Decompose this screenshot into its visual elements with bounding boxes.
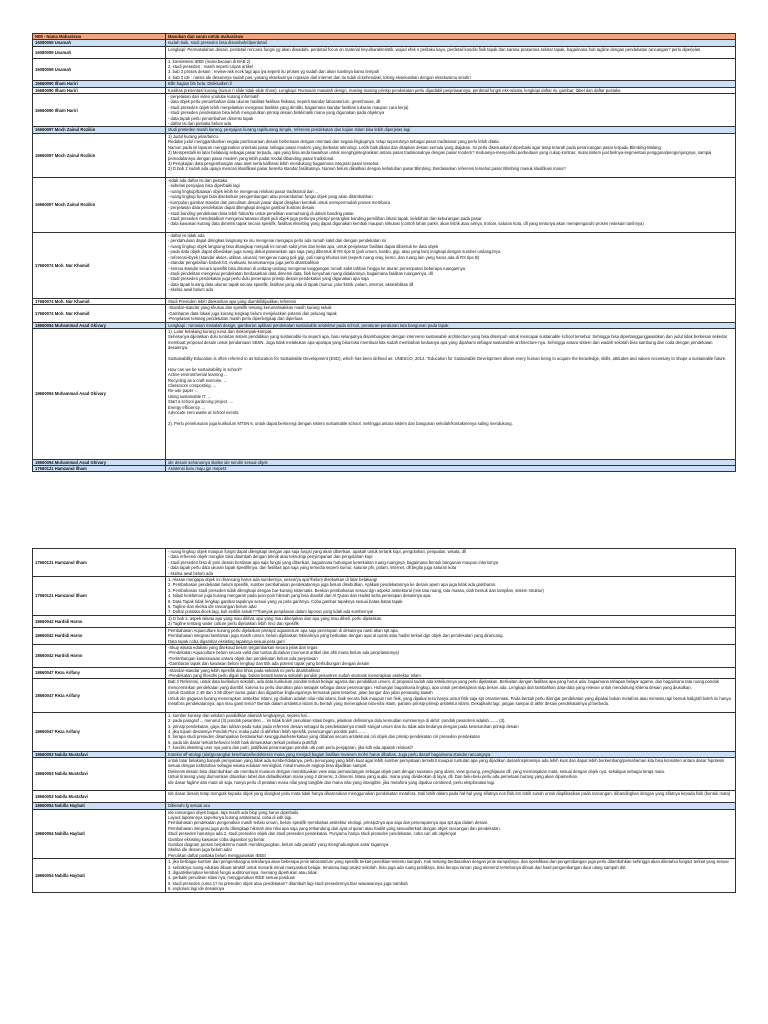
feedback-cell: 1. konsistensi IEEE (mulai bacaan di BAB 2) 2. studi preseden : masih seperti copas artikel 3. bab 3 proses desain : review-ask ricek lagi apa iya seperti itu proses yg sudah dan akan nantinya kamu tempuh 4. bab 3 ide : narsis ide desainnya sudah pas, yasang eksekusinya copasan dari internet dan itu tidak di kehendaki, tolong eksekusikan dengan eksekusimu sendiri [166, 58, 736, 81]
table-row [33, 465, 736, 471]
table-row [33, 712, 736, 751]
feedback-cell: - daftar isi tidak ada - pendahuluan dapat diringkas langsung ke isu mengenai mengapa perlu ada rumah sakit dan dengan pendekatan ini - ruang lingkup objek langsung bisa ditangkap menjadi ini rumah sakit jenis dan kelas apa, untuk penjelasan fasilitas dapat dibentuk ke data objek - pada data objek dapat dibedakan juga ruang dekat panewekan apa saja yang dibentuk di RS tipe B (poli umum, kardio, gigi, atau yang lain) lengkapi dengan sumber undang2nya - referensi-ibyek (standar akses, utilitas, ukuran) mengenai ruang poli gigi, poli ruang khusus lain (seperti ruang oray, kemo, dan ruang lain yang harus ada di RS tipe B) - standar pengelahan limbah b3, evakuasi, keamanannya juga perlu ditambahkan - semua standar secara spesifik bisa disusun di undang-undang mengenai tanggungan rumah sakit tahban hingga ke aturan penempatan beberapa ruangannya - studi pendektan mengenai pendekatan berdasarkan data dimensi data, fisik kenyuhan ruang didalamnya, bagaimana fasilitas ruangannya, dll. - studi preseden pendekatan juga perlu dulu penerapan prinsip desain pendekatan yang digunakan apa saja - data tapak kurang data ukuran tapak secara spesifik, fasilitas yang ada di tapak (sumur, jalur listrik, polam, internet, aksesibilitas dll - skelsa awal belum ada [166, 233, 736, 299]
student-name-cell: 16660097 Moch Zainul Rozikin [33, 127, 166, 133]
table-row [33, 233, 736, 299]
student-name-cell: 17660074 Moh. Nur Khamid [33, 305, 166, 322]
student-name-cell: 16080059 Usamah [33, 58, 166, 81]
student-name-cell: 17660074 Moh. Nur Khamid [33, 233, 166, 299]
table-row [33, 305, 736, 322]
table-row [33, 809, 736, 859]
feedback-table-page-2 [32, 548, 736, 893]
table-row [33, 549, 736, 577]
feedback-cell: -Skup wisata edukasi yang ditekoud belum tergambarkan secara jelas dan tegas -Pendekatan Aquaculture belum secara valid dan tuntas diuraikan (menuruti artikel dan ahli mana belum ada penjelasannya) -Pertimbangan kaseseuaian antara objek dan pendekatan belum ada penjelasan -Gambaran tapak dan kawasan belum lengkap dan titik ada potensi tapak yang berhubungan dengan desain [166, 644, 736, 667]
table-row [33, 46, 736, 58]
feedback-cell: Lengkapi : rumusan masalah design, gambaran aplikasi pendekatan sustainable arsitektur pada school, peraturan-peraturan tata bangunan pada tapak [166, 322, 736, 328]
feedback-table-page-1 [32, 33, 736, 472]
table-row [33, 627, 736, 644]
feedback-cell: Bab 2 Referensi, untuk data kurikulum sekolah, ada data kurikulum pondok terkait belajar agama dan pendidikan umum, di proposal sudah ada kriteliumnya yang perlu dijelaskan. Berkaitan dengan fasilitas apa yang harus ada, bagaimana tahapan belajar agama, dan bagaimana tata ruang pondok mencerminkan pendekatan yang diambil, karena itu perlu diurutkan jalan setapak sebagai dasar perancangan. Hubungan bagaimana lingkup, apa untuk pembelajaran siap belum ada. Lengkapi dan tambahkan data-data yang relevan untuk mendukung kriteria desain yang diusulkan. Untuk Gambar 2.48 dan 2.55 dibert nama gulan dan digambar lingkungannya termasuk jalan tersebut, jalan bungur dan jalan penataing sawah Untuk ide gagasan kurang menerapkan arsitektur islami, yg diulkan adalah nilai-nilai islami, baik secara fisik maupun non fisik, yang dipakai reza hanya unsur fisik saja spt ornamentasi. Pada bentuk perlu diinngat pendekatan yang dipakai bukan metafora atau mimesis,tapi bentuk kaligrafi boleh ini hanya metafora pendekatannya, apa mau ganti tema? Bentuk dalam arsitektur islami itu bentuk yang menerapkan nilai-nilai islam, pahami prinsip-prinsip arsitektur islami. Dekapkalsi lagi, jangan sampai di akhir desain pendekatannya jd berbeda. [166, 679, 736, 712]
student-name-cell: 18660054 Nabilla Haybati [33, 859, 166, 892]
feedback-cell: Blbr bagian bln bela. Disiksaiken ll [166, 81, 736, 87]
student-name-cell: 18660047 Reza Arifany [33, 679, 166, 712]
feedback-cell: Koteksi off-atologi (alat)perangkat kesehatan/kedokteran mana yang menjadi bagian fasilitas museum mohri harus dibahas. Juga perlu dasarl bagaimana standar rancangnya [166, 751, 736, 757]
feedback-cell: 1. Alasan mengapa objek ini dirancang harus ada sumbernya, seseorya apa?belum disebutkan di latar belakang! 2. Pembahasan pendekatan belum spesifik, sumber pembahasan pendekatannya juga belum disebutkan. Aplikasi pendekatannya ke desain apem apa juga tidak ada gambaran. 3. Pembahasan studi preseden tidak dilengkapi dengan bar-kurang sistematis. Berikan pembahasan sesuai dgn aspek2 arsitektural (mis tata ruang, tata massa, olah bentuk dan tampilan, sistem struktur) 4. Nilai2 keislaman juga kurang mengarah pada poin-poin hikmah yang bisa diambil dari Al Quran dan Hadist serta penerapan desainnya apa. 5. Data Tapak tidak lengkap gambar tapaknya sesuai yang ya peta ganhnya. Coba gambar tapaknya sesuai batas-batas tapak. 6. Tagline dan skelsa ide rancangan belum ada! 7. Daftar pustaka dicek lagi, kok sedikit sekali???banyak penjelasan dalam laporan yang tidak ada sumbernya! [166, 577, 736, 616]
feedback-cell: studi preseden masih kurang, penyajian kurang rapi/kurang simple, referensi pendekatan dan kajian Islam bisa lebih diperjelas lagi [166, 127, 736, 133]
table-row [33, 679, 736, 712]
feedback-cell: Ide dasar desain tetap mengutk kepada objek yang diangkat yaitu mata tidak hanya dikarenakan menggunakan pendekatan metafora. Gali lebih dalam pada hal-hal yang sifatnya non fisik krn lebih susah untuk diaplikasikan pada rancangan, dibandingkan dengan yang sifatnya kepada fisik (bentuk mata) [166, 791, 736, 803]
student-name-cell: 16660090 Ilham Hariri [33, 81, 166, 87]
table-row [33, 577, 736, 616]
table-row [33, 791, 736, 803]
student-name-cell: 17660074 Moh. Nur Khamid [33, 298, 166, 304]
table-row [33, 667, 736, 679]
table-row [33, 328, 736, 459]
feedback-cell: Ide rancangan objek bagus, tapi masih ada blop yang harus diperbaiki. Layout laporannya seperlunya kurang arsitektural, coba di edit lagi. Pembahasan pendekatan pengenakan masih terlalu umum, belum spesifik membahas arsitektur ekologi, prinsip2nya apa saja dan penerapannya apa spt apa dalam desain. Pembahasan integrasi juga perlu dilengkapi hikmah dan nilai apa saja yang terkandung dari ayat al quran atau hadist yang sesuai/terkait dengan objek rancangan dan pendekatan. Studi preseden harusnya ada 2, studi preseden objek dan studi preseden pendekatan. Punyamu hanya studi preseden pendekatan, coba cari utk objeknya! Gambar eksisting kawasan coba digambar yg benar. Gambar diagram proses berpikirnnu masih membingungkan, belum ada panah2 yang menghubungkan antar tagannya. Skelsa ide desain juga belum ada! Penulisan daftar pustaka belum menggunakan IEEE! [166, 809, 736, 859]
table-row [33, 615, 736, 627]
student-name-cell: 16660090 Ilham Hariri [33, 94, 166, 127]
feedback-cell: sudah baik, studi preseden bisa disambah/diperdetail [166, 40, 736, 46]
feedback-cell: Kualitas presentasi kurang (susun n slide tidak slide show). Lengkapi: Rumusan masalah design, masing-masing prinsip pendekatan perlu dijardabil penjelasannya, perdetail fungsi eks-wisata, lengkapi daftar isi, gambar, tabel dan daftar pustaka [166, 87, 736, 93]
student-name-cell: 17660121 Hamzanul Ilham [33, 577, 166, 616]
student-name-cell: 18660042 Hardidi Harno [33, 627, 166, 644]
student-name-cell: 17660121 Hamzanul Ilham [33, 549, 166, 577]
feedback-cell: ide desain seharusnya skalse ide sendiri sesuai objek [166, 459, 736, 465]
feedback-cell: Lengkapi: Permasalahan desain, perdetail rencana fungsi yg akan diwadahi, perdetail focus on material keyu/karakteristik, wujud efek n perilaku kayu, perdetail kondisi fisik tapak dan sarana prasarana sekitar tapak, bagaimana hub tagline dengan pendekatan rancangan? perlu diperjelas [166, 46, 736, 58]
feedback-cell: 1). Latar belakang kurang runut dan mekompak-kompat. Sehesunya dijelaskan dulu tuntutan sistem pendidikan yang sustainable itu seperti apa, baru selanjutnya disambungkan dengan intervensi sustainable architecture yang bisa ditempuh untuk mencapai sustainable school tersebut. Sehingga bisa dipertanggungjawabkan dan judul tidak berkesan sekedar membuat proposal desain untuk pendamaan SBSN. Juga tidak melakukan apa-apa/apa yang bisa-bisa membuat kita sudah membahas keduanya apa yang dipahami sebagai sustainable architecture-nya. Sehingga antara sistem dan wadah sekolah bisa sambung dan coda dengan pendekatan desainnya. Sustainability Education is often referred to as Education for Sustainable Development (ESD), which has been defined as: UNESCO, 2014. "Education for Sustainable Development allows every human being to acquire the knowledge, skills, attitudes and values necessary to shape a sustainable future. How can we be sustainability in school? Active environmental learning ... Recycling as a craft exercise. ... Classroom composting. ... Re-use paper ... Using sustainable IT. ... Start a school gardening project. ... Energy efficiency. ... Advocate zero waste at school events. 2). Perlu penelusuran juga kurikulum MTSN 6, untuk dapat bersinergi dengan sistem sustainable school. Sehingga antara sistem dan bangunan sekolah/kontakmenya saling mendukung. [166, 328, 736, 459]
student-name-cell: 16660097 Moch Zainul Rozikin [33, 178, 166, 233]
header-feedback: Masukan dan saran untuk mahasiswa [166, 34, 736, 40]
feedback-cell: 1) Judul kurang jelas/lancu. Redaksi judul menggambarkan segala pembicaraan desain berkenaan dengan orientasi dan segala lingkupnya, tetap seperuhnya sebagai pasar tradisional yang perlu lebih ditata. Namun pada isi laporan menggunakan orientasi pasar sebagai pasar modern yang berbasis teknologi. Lebih baik dilalui dan ditapkan desain semula yang diajukan. Ini perlu disesuaikan/ diperbaiki agar tetap terarah pada perancangan pasar terpadu Blimbing-Malang. 2) Memperdalli isi latar belakang sebagai pasar terpadu, apa yang bisa anda tawarkan untuk menghgintegrasikan antara pasar tradisionalnya dengan pasar modern? Keduanya-menyumbu perbedaan yang cukup kontras, mulai sistem jual belinya-segmentasi pengguna/pengunjungnya, sampai pemodalannya dengan pasar modern yang lebih padat modal dibanding pasar tradisional. 3) Pengkajian data pengembangan atau aset serta kalibrasi lebih mendukung bagaimana integrasi pasar tersebut. 3) D bab 2 sudah ada upaya mencari klasifikasi pasar beserta standar fasilitasnya. Namun belum dikaitkan dengan kebutuhan pasar Blimbing. Berdasarkan referensi tersebut pasar Blimbing masuk klasifikasi mana? [166, 133, 736, 177]
feedback-cell: untuk latar belakang banyak pernyataan yang tidak ada sumber/datanya, perlu penunjang yang lebih kuat agar lebih sumber pernyataan tersebut maupun tuntutan apa yang dijadikan dasar/inspirasinya ada lebih kuat dan dapat lebih berkembang/pemahaman kita bisa konsisten antara dasar hipotesis sesuai dengan kebutuhan sebagai wisata edukasi meningkat, misal museum anglopi bisa dijadikan sampel. Disinenis desain bisa ditambahkan ide membuat museum dengan membituaikan view atau pemandangan sebagai objek pant dengan suasana yang alami, view gunung, penghijauan dll, yang memanjakan mata, sesuai dengan objek nya, sekaligus sebagai terapi mata. Untuk tiranang yang diumumkan dituarkan tabel dan didiadikaskan mana yang 2 dimensi, 3 dimensi. Mana yang audio, mana yang divideokan di layar, dll. Dan belu-belu perlu ada pemetaan barang yang akan dipamerkan. Ide dasar fagline dari mata ok saja, hanya perlu di petakan mana nilai yang tangible dan mana nilai yang intangible, jika metafora yang dipakai combined, perlu eksploratasi lagi. [166, 757, 736, 790]
table-row [33, 859, 736, 892]
feedback-cell: 1) D bab 2, aspek wisata apa yang mau dilihat, apa yang mau dikerjakan dan apa yang mau dibeli, perlu dijelaskan. 2) Tagline tentang water culture perlu dijelaskan lebih rinci dan spesifik [166, 615, 736, 627]
feedback-cell: Dibenahi lg sesuai acu [166, 803, 736, 809]
student-name-cell: 16660090 Ilham Hariri [33, 87, 166, 93]
feedback-cell: - penjelasan dari video youtube kurang informatif - data objek perlu penambahan data ukuran fasilitas-fasilitas fisikasa, seperti standar laboratorium, greenhouse, dll - studi preseden objek lebih menjelaskan mengenai fasilitas yang dimiliki, bagaimana standar fasilitas (ukuran maupun cara kerja) - studi preseden pendekatan bisa lebih mengurutkan prinsip desain bioklimatik mana yang digunakan pada objeknya - data tapak perlu penambahan dimensi tapak - daftar isi dan pustaka belum ada [166, 94, 736, 127]
table-row [33, 94, 736, 127]
feedback-cell: -Standar-standar yang khusus dan spesifik tentang kerumahsakitan masih kurang sekali -Gambaran data lokasi juga kurang lengkap belum menjelaskan potensi dan peluang tapak -Penjelasan tentang pendekatan masih perlu diperlengkap dan diperluas [166, 305, 736, 322]
feedback-cell: Studi Preseden lebih ditekankan apa yang diambil/dijadikan referensi [166, 298, 736, 304]
student-name-cell: 16660097 Moch Zainul Rozikin [33, 133, 166, 177]
student-name-cell: 18660047 Reza Arifany [33, 667, 166, 679]
table-row [33, 178, 736, 233]
student-name-cell: 18660053 Nabila Mustafavi [33, 757, 166, 790]
table-row [33, 58, 736, 81]
student-name-cell: 16080059 Usamah [33, 46, 166, 58]
feedback-cell: Asistensi baru maju jgn mepet2 [166, 465, 736, 471]
student-name-cell: 18660047 Reza Arifany [33, 712, 166, 751]
table-row [33, 133, 736, 177]
feedback-cell: 1. sumber konsep dan wisdom pandidikan alamiah lengkapnya, sepera hal... 2. pada paragraf ... menurut (3) pondok pesantren ... ini tidak boleh penulisan sitasi begini, jelaskan definisinya dulu kemudian summernya di akhir: pondok pesantren adalah........ (3). 3. prinsip pendekatan, gaya dan tulisan pada suka pada referensi desain sebagai itu pendekatannya masih sangat umum dan itu tidak ada bedanya dengan pada keseluruhan prinsip desain 4. jika tujuan desainnya Pondok Puni, maka judul di akhirkan lebih spesifik, perancangan pondok putri........ 5. berapa studi preseden disampaikan berdasarkan keunggulan/keterkaitan yang dibahas secara arsitektural ciri objek dan prinsip pendekatan ciri preseden pendekatan 6. pada ide dasar terkait behavior lebih baik dimasukkan terkait perilaku putri/fqh 7. kondisi eksisting user nya putra dan putri, justifikasi perancangan pondok utk putri perlu penjajaran, jika sdh ada apakah relokasi? [166, 712, 736, 751]
header-student: NIM - Nama Mahasiswa [33, 34, 166, 40]
feedback-cell: -tidak ada daftar isi dan pustaka - sebelas penyajian bisa diperbaiki lagi - ruang lingkup/batasan objek lebih ke mengenai relokasi pasar tradisional dan ... - ruang lingkup fungsi bisa disebutkan pengembangan atau penambahan fungsi objek yang akan ditambahkan - kumpulan gambar standar dan penulisan desain pasar dapat disajikan kembali untuk mempermudah proses membaca - penjelasan data pendekatan dapat dilengkapi dengan gambar ilustrasi desain - studi banding pendekatan bisa lebih fokus/ke untuk penelitian warna/ruang di dalam banding pasar. - studi preseden mendetailkan mengenai tatanan objek jadi objek juga perlunya prinsip/ perangkat banding pemilihan lokasi tapak, kelebihan dan kekurangan pada pasar - data kawasan kurang data dimensi tapak secara spesifik, fasilitas eksisting yang dapat digunakan kembali maupun sirkulasi (contoh lahan parkir, akan listrik atau airnya, trotoar, saluran kota, dll yang tentunya akan mempengaruhi proses redesain tanihnya) [166, 178, 736, 233]
feedback-cell: Pembahasan Aquaculture kurang perlu dijelaskan prinsip2 aquatecture apa saja penerapan di desainnya nanti akan spt apa. Pembahasan integrasi keislaman juga masih umum, belum dijelaskan hikmahnya yang berkaitan dengan ayat al quran atau hadist terkait dgn objek dan pendekatan yang dirancang. Data tapak coba digambar eksisting tapaknya sesuai peta gari! [166, 627, 736, 644]
feedback-cell: - ruang lingkup objek maupun fungsi dapat dilengkapi dengan apa saja fungsi yang akan diberikan, apakah untuk tertarik kopi, pengolahan, penjualan, wisata, dll - data referensi objek mungkin bisa ditambah dengan teknik atau teknologi penyimpanan dan pengolahan kopi - studi preseden bisa di poin desain berdasar apa saja fungsi yang diberikan, bagaimana hubungan keterkaitan ruang-ruangnya, bagaimana bentuk bangunan maupun interiornya - data tapak perlu data ukuran tapak spesifiknya, dan fasilitas apa saja yang tersedia seperti sumur, saluran pln, polam, internet, dll begitu juga saluran kota - skelsa awal belum ada [166, 549, 736, 577]
feedback-cell: -Standar-standar yang lebih spesifik dan khas pada sekolah ini perlu ditambahkan -Pendekatan yang filosofis perlu digali lagi, bukan berarti karena sekolah pondok pesantren sudah otomatis menerapkan arsitektur Islam [166, 667, 736, 679]
student-name-cell: 17660121 Hamzanul Ilham [33, 465, 166, 471]
student-name-cell: 18660094 Muhammad Asad Ghivary [33, 322, 166, 328]
student-name-cell: 18660053 Nabila Mustafavi [33, 751, 166, 757]
student-name-cell: 16080059 Usamah [33, 40, 166, 46]
student-name-cell: 18660054 Nabilla Haybati [33, 809, 166, 859]
student-name-cell: 18660053 Nabila Mustafavi [33, 791, 166, 803]
student-name-cell: 18660094 Muhammad Asad Ghivary [33, 459, 166, 465]
table-row [33, 644, 736, 667]
feedback-cell: 1. jika berbagai sumber dan pengembangna sekolanya akan beberapa jenis laboratorium yang spesifik terkait penelitian tertentu sampah. Kok tentang berdasarkan dengan jenis sampahnya. dan spesifikasi dan pengembangan juga perlu ditambahkan sehingga akan diketahui fungsi2 terkait yang sesuai 2. sebaiknya ruang edukasi dibuat atraktif untuk menarik minat masyarakat belajar, terutama bagi anak2 sekolah. bisa juga ada ruang publiknya, bisa berupa taman yang elemen2 tersebunya dibuat dari hasil pengembangan daur ulang sampah dst. 3. digantiskenqkan kembali fungsi auditoriumnya, memang diperlukan atau tidak. 4. perbaiki penulisan sitasi nya, menggunakan IEEE sesuai panduan 5. studi preseden cuma 1? itu preseden objek atau pendekatan? ditambah lagi studi presedennya biar wawasannya juga nambah 6. explorasi lagi ide desainnya [166, 859, 736, 892]
student-name-cell: 18660094 Muhammad Asad Ghivary [33, 328, 166, 459]
table-row [33, 757, 736, 790]
student-name-cell: 18660042 Hardidi Harno [33, 615, 166, 627]
student-name-cell: 18660042 Hardidi Harno [33, 644, 166, 667]
student-name-cell: 18660054 Nabilla Haybati [33, 803, 166, 809]
